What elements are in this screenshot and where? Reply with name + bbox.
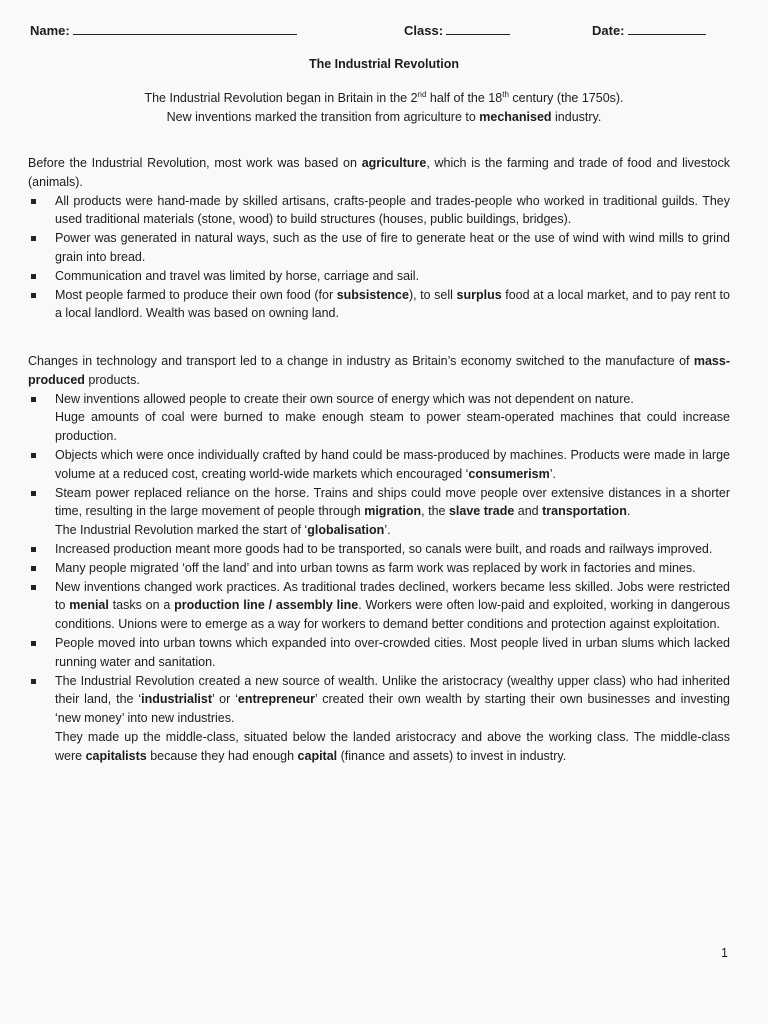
section-changes [28,352,730,766]
bullet-icon [31,199,36,204]
list-item: Communication and travel was limited by horse, carriage and sail. [28,267,730,286]
list-item: All products were hand-made by skilled artisans, crafts-people and trades-people who worked in traditional guilds. They used traditional materials (stone, wood) to build structures (houses, public buildings, bridges). [28,192,730,230]
intro-text: half of the 18 [426,91,503,105]
date-label: Date: [592,23,625,38]
date-field[interactable] [592,22,706,38]
bullet-icon [31,641,36,646]
bullet-icon [31,547,36,552]
intro-text: century (the 1750s). [508,91,624,105]
bullet-icon [31,585,36,590]
bullet-icon [31,397,36,402]
bullet-icon [31,566,36,571]
intro-bold-term: mechanised [479,110,552,124]
list-item: The Industrial Revolution created a new source of wealth. Unlike the aristocracy (wealthy upper class) who had inherited their land, the ‘industrialist’ or ‘entrepreneur’ created their own wealth by starting their own businesses and investing ‘new money’ into new industries. They made up the middle-class, situated below the landed aristocracy and above the working class. The middle-class were capitalists because they had enough capital (finance and assets) to invest in industry. [28,672,730,766]
date-line[interactable] [628,22,706,35]
intro-line-1 [28,89,740,108]
list-item: Many people migrated ‘off the land’ and into urban towns as farm work was replaced by work in factories and mines. [28,559,730,578]
bullet-icon [31,274,36,279]
list-item: Most people farmed to produce their own food (for subsistence), to sell surplus food at a local market, and to pay rent to a local landlord. Wealth was based on owning land. [28,286,730,324]
name-label: Name: [30,23,70,38]
intro-text: industry. [551,110,602,124]
page-title: The Industrial Revolution [308,57,459,71]
class-line[interactable] [446,22,510,35]
section-before [28,154,730,323]
list-item: Steam power replaced reliance on the horse. Trains and ships could move people over extensive distances in a shorter time, resulting in the large movement of people through migration, the slave trade and transportation. The Industrial Revolution marked the start of ‘globalisation’. [28,484,730,540]
page-number: 1 [721,946,728,960]
class-label: Class: [404,23,444,38]
list-item: New inventions allowed people to create their own source of energy which was not dependent on nature. Huge amounts of coal were burned to make enough steam to power steam-operated machines that could increase production. [28,390,730,446]
list-item: People moved into urban towns which expanded into over-crowded cities. Most people lived in urban slums which lacked running water and sanitation. [28,634,730,672]
name-field[interactable] [30,22,297,38]
section-changes-list [28,390,730,766]
intro-line-2 [28,108,740,127]
list-item: Power was generated in natural ways, such as the use of fire to generate heat or the use of wind with wind mills to grind grain into bread. [28,229,730,267]
list-item: Increased production meant more goods had to be transported, so canals were built, and roads and railways improved. [28,540,730,559]
list-item: Objects which were once individually crafted by hand could be mass-produced by machines. Products were made in large volume at a reduced cost, creating world-wide markets which encouraged ‘consumerism’. [28,446,730,484]
intro-superscript: th [502,89,509,99]
bullet-icon [31,491,36,496]
class-field[interactable] [404,22,510,38]
bullet-icon [31,679,36,684]
intro-text: New inventions marked the transition from agriculture to [166,110,480,124]
worksheet-page [28,0,740,1024]
intro-text: The Industrial Revolution began in Britain in the 2 [144,91,418,105]
bullet-icon [31,236,36,241]
section-before-lead: Before the Industrial Revolution, most work was based on agriculture, which is the farming and trade of food and livestock (animals). [28,156,731,189]
bullet-icon [31,453,36,458]
name-line[interactable] [73,22,297,35]
section-changes-lead: Changes in technology and transport led to a change in industry as Britain’s economy switched to the manufacture of mass-produced products. [28,354,730,387]
list-item: New inventions changed work practices. As traditional trades declined, workers became less skilled. Jobs were restricted to menial tasks on a production line / assembly line. Workers were often low-paid and exploited, working in dangerous conditions. Unions were to emerge as a way for workers to demand better conditions and protection against exploitation. [28,578,730,634]
header-fields [28,22,740,42]
intro-superscript: nd [417,89,427,99]
section-before-list [28,192,730,324]
intro-paragraph [28,89,740,127]
bullet-icon [31,293,36,298]
